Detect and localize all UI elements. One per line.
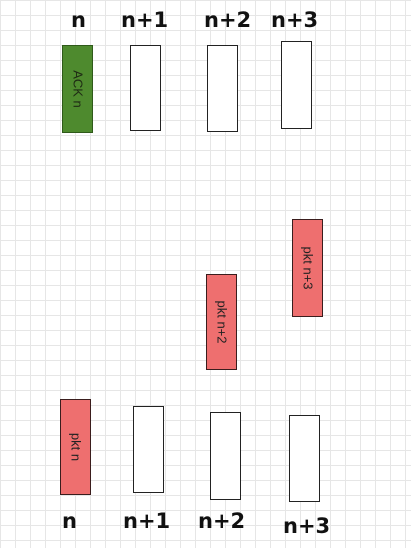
top-label-n-plus-2: n+2 xyxy=(204,8,252,32)
ack-n-label: ACK n xyxy=(70,70,85,108)
bottom-slot-n-plus-3 xyxy=(289,415,320,502)
top-slot-n-plus-3 xyxy=(281,41,312,129)
bottom-label-n-plus-1: n+1 xyxy=(123,509,171,533)
bottom-label-n-plus-2: n+2 xyxy=(198,509,246,533)
top-slot-n-plus-2 xyxy=(207,45,238,132)
top-slot-n-plus-1 xyxy=(130,45,161,131)
top-label-n-plus-3: n+3 xyxy=(271,8,319,32)
pkt-n-box xyxy=(60,399,91,495)
pkt-n-plus-3-label: pkt n+3 xyxy=(300,246,315,290)
bottom-slot-n-plus-1 xyxy=(133,406,164,493)
pkt-n-label: pkt n xyxy=(68,432,83,462)
pkt-n-plus-3-box xyxy=(292,219,323,317)
bottom-label-n: n xyxy=(62,509,77,533)
pkt-n-plus-2-label: pkt n+2 xyxy=(214,300,229,344)
top-label-n-plus-1: n+1 xyxy=(121,8,169,32)
ack-n-box xyxy=(62,45,93,133)
top-label-n: n xyxy=(71,8,86,32)
bottom-label-n-plus-3: n+3 xyxy=(283,514,331,538)
pkt-n-plus-2-box xyxy=(206,274,237,370)
bottom-slot-n-plus-2 xyxy=(210,412,241,500)
